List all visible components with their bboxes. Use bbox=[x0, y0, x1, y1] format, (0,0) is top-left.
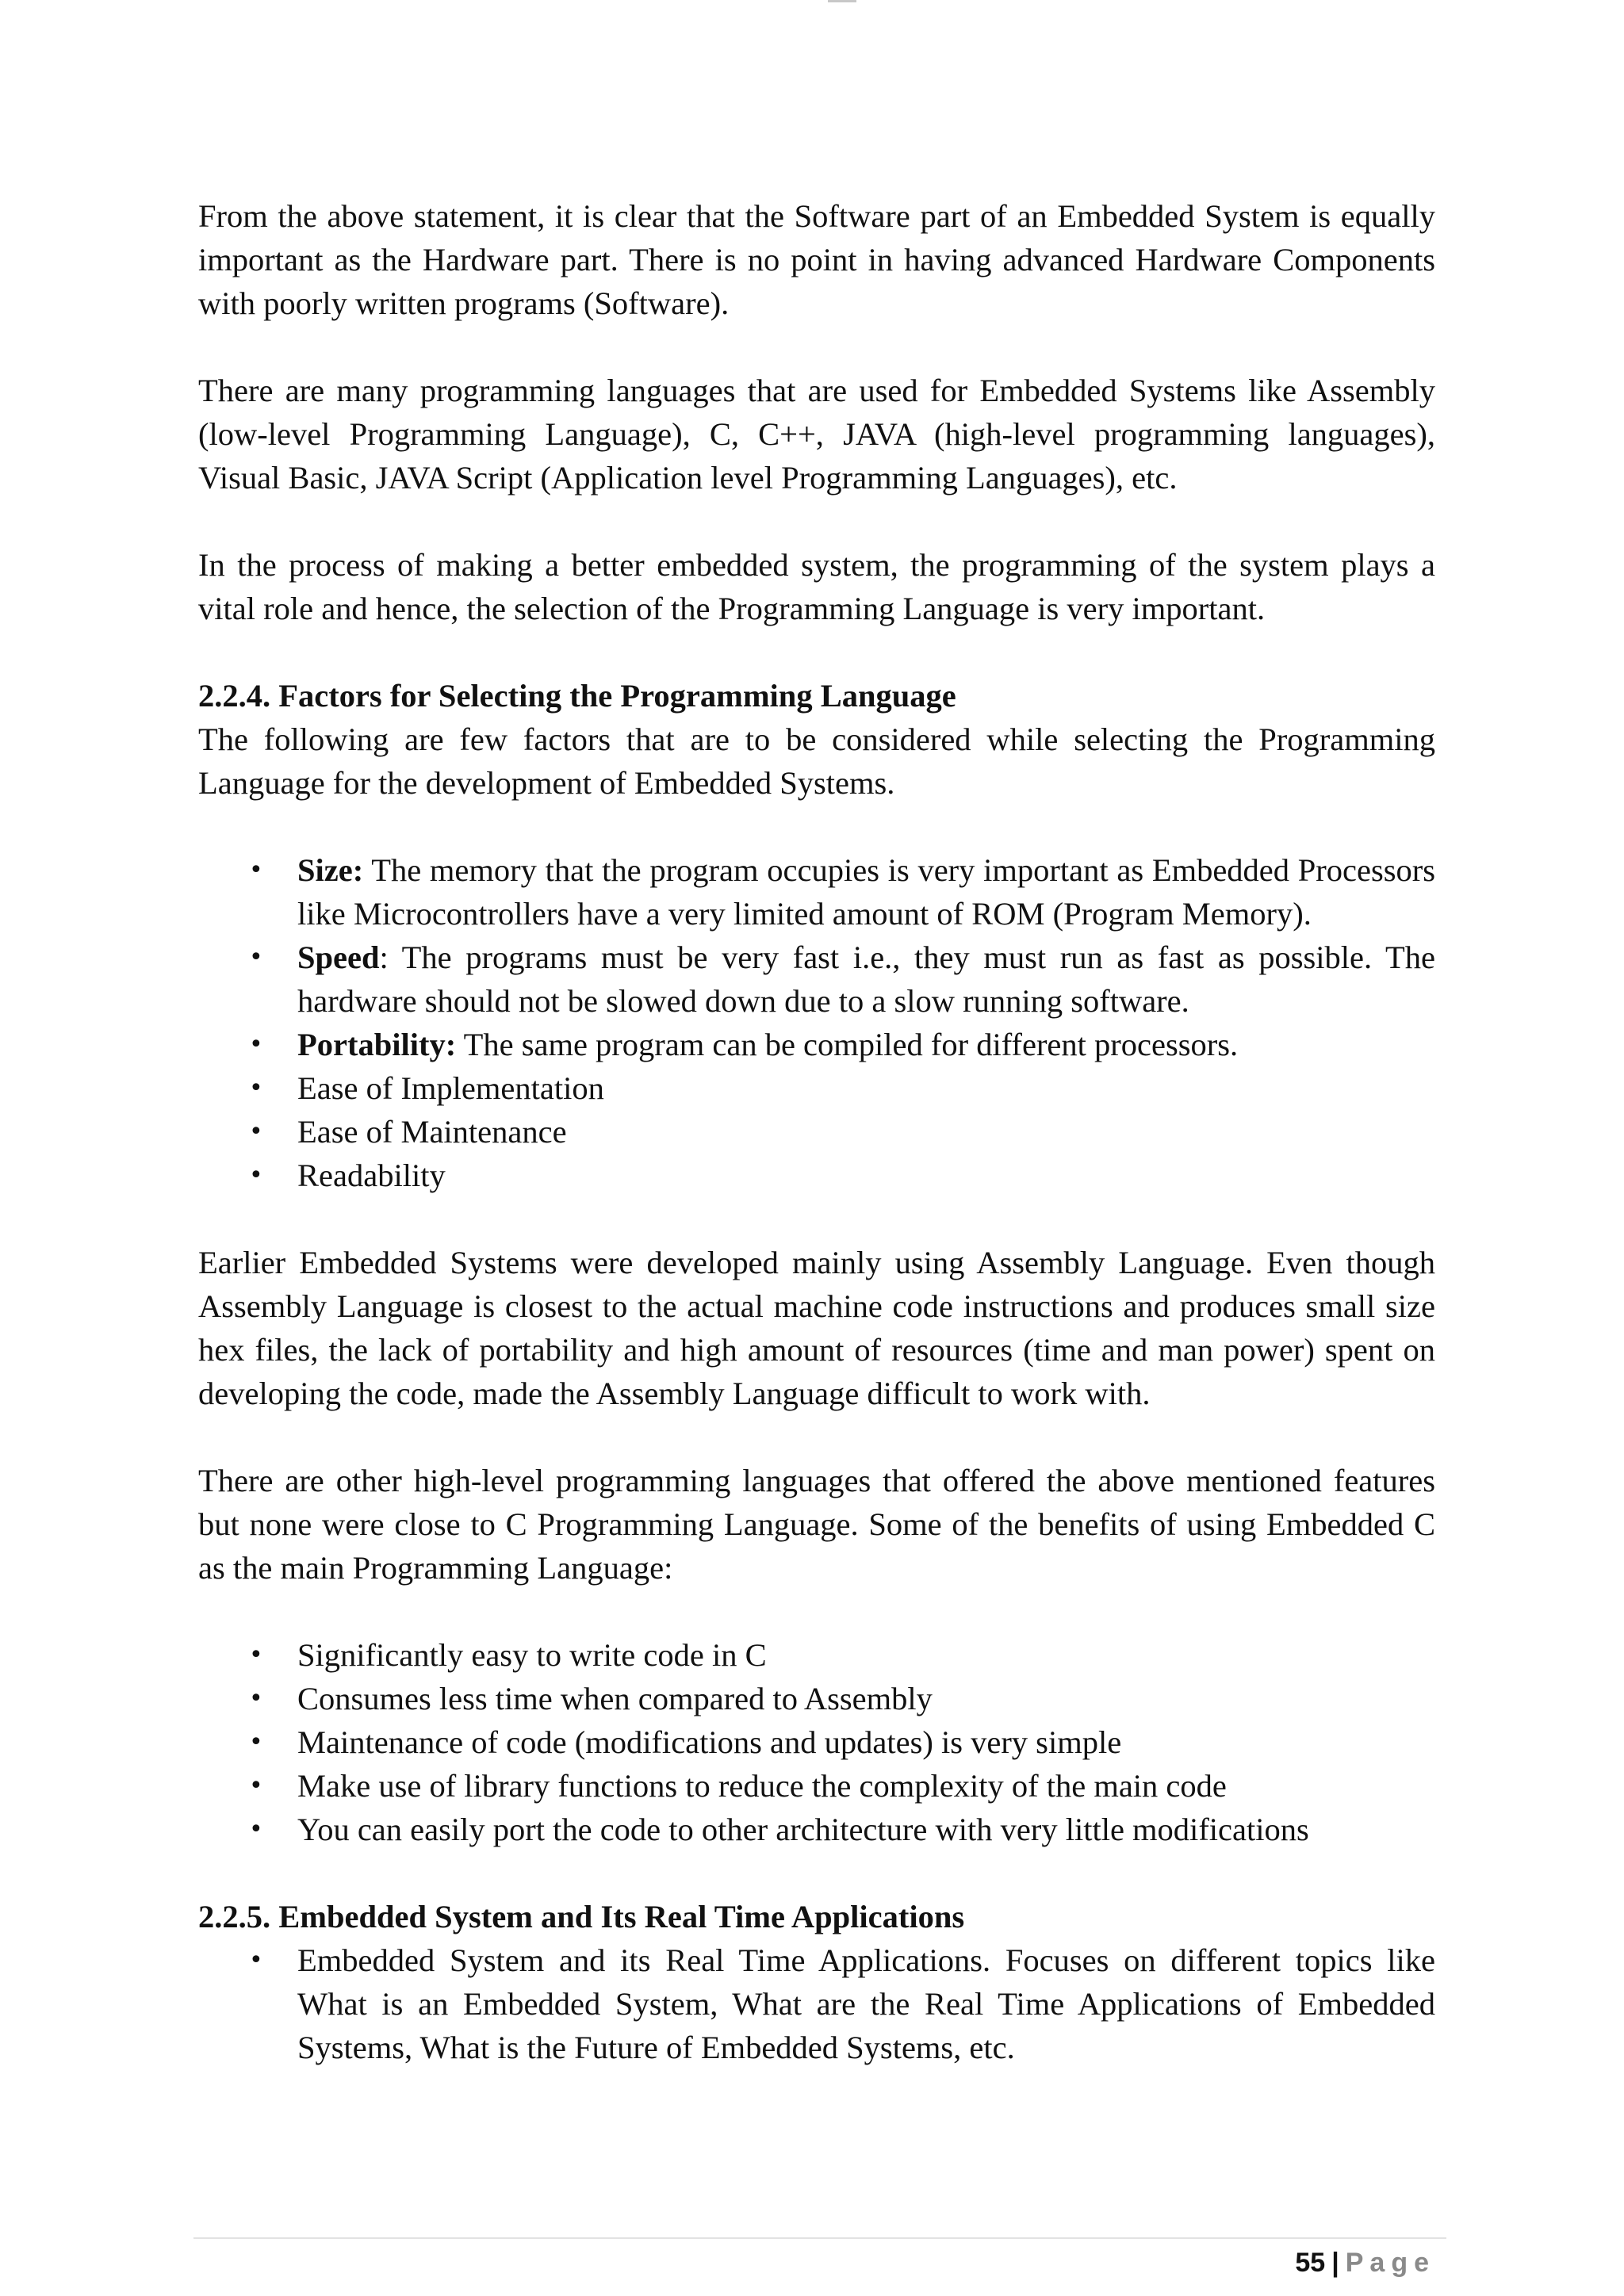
bullet-icon: • bbox=[249, 1031, 263, 1058]
list-item-applications: • Embedded System and its Real Time Applications. Focuses on different topics like What is an Embedded System, What are the Real Time Applications of Embedded Systems, What is the Future of Embedded Systems, etc. bbox=[198, 1938, 1435, 2069]
bullet-icon: • bbox=[249, 1074, 263, 1102]
bullet-icon: • bbox=[249, 1641, 263, 1669]
list-item-portability: • Portability: The same program can be compiled for different processors. bbox=[198, 1023, 1435, 1066]
page-footer bbox=[1295, 2245, 1435, 2280]
applications-list bbox=[198, 1938, 1435, 2069]
bullet-icon: • bbox=[249, 856, 263, 884]
list-item-benefit: • Significantly easy to write code in C bbox=[198, 1633, 1435, 1677]
list-item-benefit: • Make use of library functions to reduce the complexity of the main code bbox=[198, 1764, 1435, 1808]
heading-embedded-real-time: 2.2.5. Embedded System and Its Real Time Applications bbox=[198, 1899, 965, 1934]
bullet-icon: • bbox=[249, 1772, 263, 1800]
bullet-icon: • bbox=[249, 1816, 263, 1843]
page-number: 55 bbox=[1295, 2248, 1326, 2278]
list-item-ease-maintenance: • Ease of Maintenance bbox=[198, 1110, 1435, 1154]
top-header-mark bbox=[828, 0, 856, 2]
list-item-ease-implementation: • Ease of Implementation bbox=[198, 1066, 1435, 1110]
list-item-speed: • Speed: The programs must be very fast i.e., they must run as fast as possible. The hardware should not be slowed down due to a slow running software. bbox=[198, 936, 1435, 1023]
bullet-icon: • bbox=[249, 943, 263, 971]
paragraph-assembly-language: Earlier Embedded Systems were developed mainly using Assembly Language. Even though Assembly Language is closest to the actual machine code instructions and produces small size hex files, the lack of portability and high amount of resources (time and man power) spent on developing the code, made the Assembly Language difficult to work with. bbox=[198, 1245, 1435, 1411]
bullet-icon: • bbox=[249, 1728, 263, 1756]
paragraph-c-language: There are other high-level programming languages that offered the above mentioned features but none were close to C Programming Language. Some of the benefits of using Embedded C as the main Programming Language: bbox=[198, 1463, 1435, 1586]
page-separator: | bbox=[1331, 2248, 1339, 2278]
bullet-icon: • bbox=[249, 1161, 263, 1189]
paragraph-language-selection: In the process of making a better embedded system, the programming of the system plays a vital role and hence, the selection of the Programming Language is very important. bbox=[198, 547, 1435, 626]
list-item-size: • Size: The memory that the program occupies is very important as Embedded Processors like Microcontrollers have a very limited amount of ROM (Program Memory). bbox=[198, 848, 1435, 936]
benefits-list bbox=[198, 1633, 1435, 1851]
list-item-readability: • Readability bbox=[198, 1154, 1435, 1197]
bullet-icon: • bbox=[249, 1946, 263, 1974]
factors-list bbox=[198, 848, 1435, 1197]
bullet-icon: • bbox=[249, 1118, 263, 1146]
document-body bbox=[198, 194, 1435, 2069]
page-label: Page bbox=[1345, 2248, 1435, 2278]
list-item-benefit: • You can easily port the code to other architecture with very little modifications bbox=[198, 1808, 1435, 1851]
paragraph-factors-intro: The following are few factors that are to be considered while selecting the Programming Language for the development of Embedded Systems. bbox=[198, 721, 1435, 801]
footer-divider bbox=[193, 2237, 1446, 2239]
list-item-benefit: • Consumes less time when compared to Assembly bbox=[198, 1677, 1435, 1720]
heading-factors-selecting-language: 2.2.4. Factors for Selecting the Programming Language bbox=[198, 678, 956, 714]
paragraph-programming-languages: There are many programming languages that are used for Embedded Systems like Assembly (low-level Programming Language), C, C++, JAVA (high-level programming languages), Visual Basic, JAVA Script (Application level Programming Languages), etc. bbox=[198, 373, 1435, 496]
paragraph-software-importance: From the above statement, it is clear that the Software part of an Embedded System is equally important as the Hardware part. There is no point in having advanced Hardware Components with poorly written programs (Software). bbox=[198, 198, 1435, 321]
list-item-benefit: • Maintenance of code (modifications and updates) is very simple bbox=[198, 1720, 1435, 1764]
bullet-icon: • bbox=[249, 1685, 263, 1712]
